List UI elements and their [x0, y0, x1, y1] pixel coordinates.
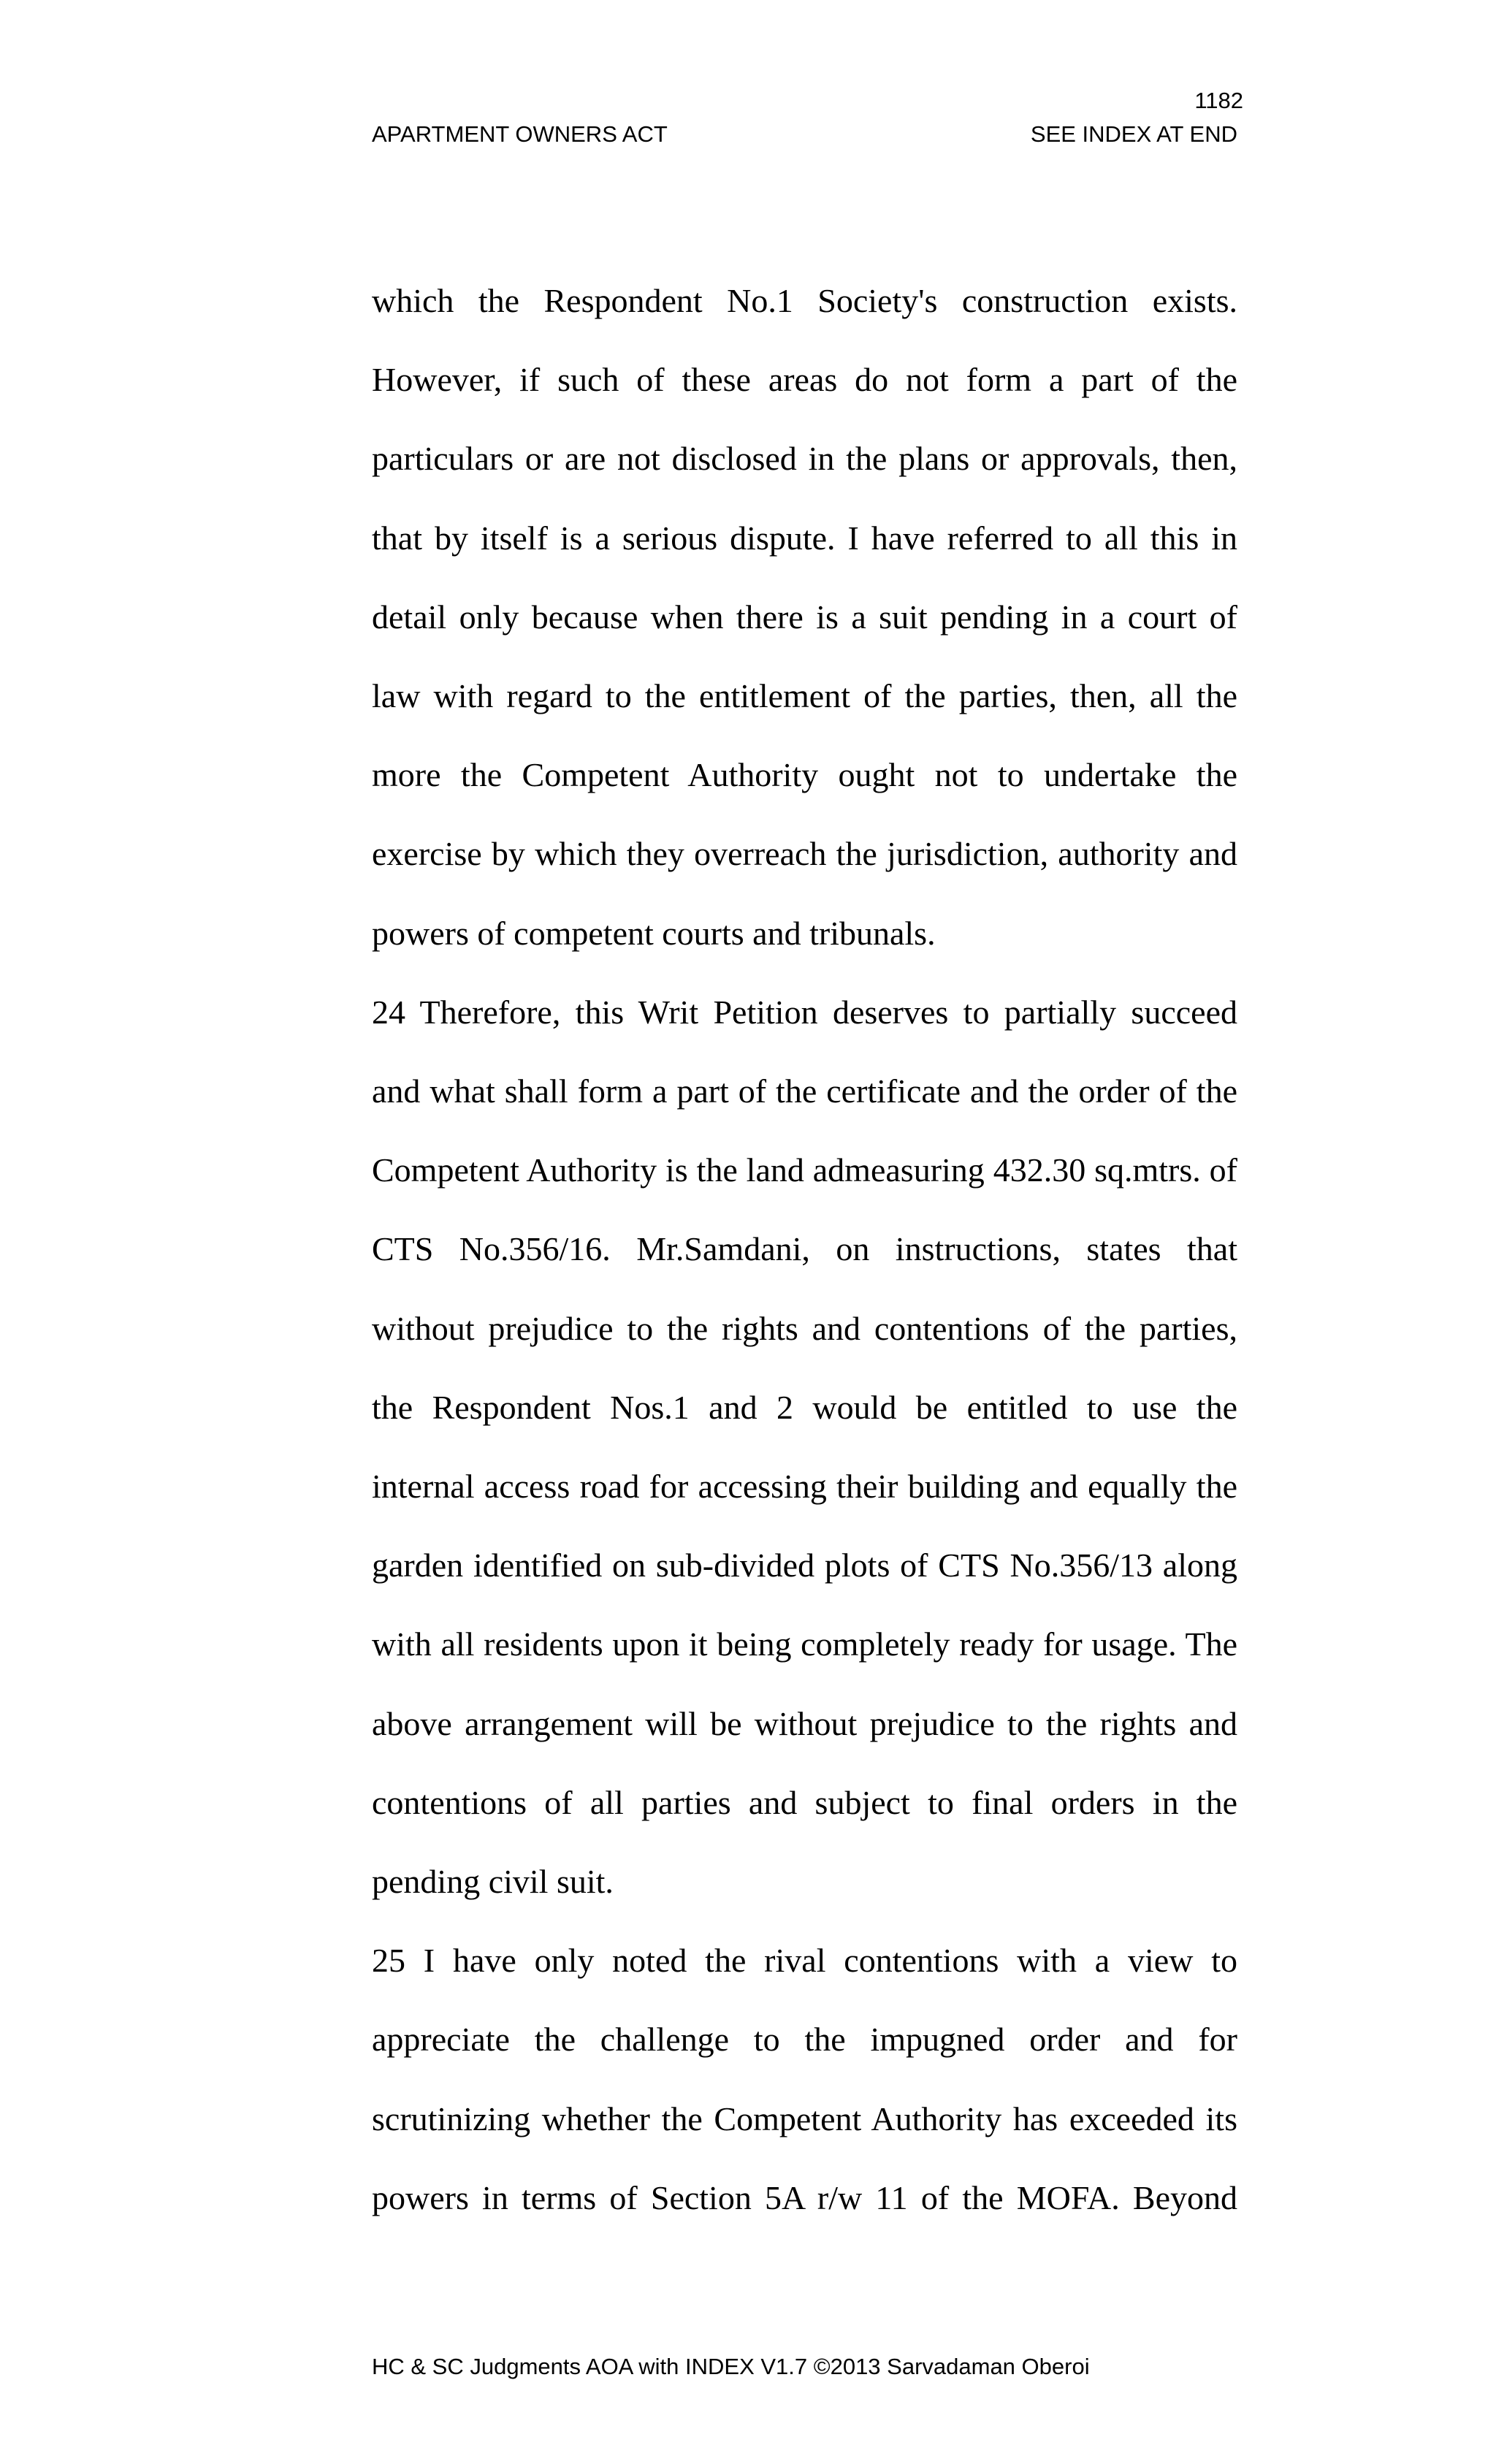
- paragraph-continuation: which the Respondent No.1 Society's construction exists. However, if such of these areas do not form a part of the particulars or are not disclosed in the plans or approvals, then, that by itself is a serious dispute. I have referred to all this in detail only because when there is a suit pending in a court of law with regard to the entitlement of the parties, then, all the more the Competent Authority ought not to undertake the exercise by which they overreach the jurisdiction, authority and powers of competent courts and tribunals.: [372, 282, 1237, 952]
- header-title: APARTMENT OWNERS ACT: [372, 121, 668, 147]
- page-number: 1182: [1194, 88, 1243, 113]
- header-index-note: SEE INDEX AT END: [1030, 121, 1237, 147]
- running-header: [372, 121, 1237, 148]
- paragraph-24: 24 Therefore, this Writ Petition deserves to partially succeed and what shall form a part of the certificate and the order of the Competent Authority is the land admeasuring 432.30 sq.mtrs. of CTS No.356/16. Mr.Samdani, on instructions, states that without prejudice to the rights and contentions of the parties, the Respondent Nos.1 and 2 would be entitled to use the internal access road for accessing their building and equally the garden identified on sub-divided plots of CTS No.356/13 along with all residents upon it being completely ready for usage. The above arrangement will be without prejudice to the rights and contentions of all parties and subject to final orders in the pending civil suit.: [372, 993, 1237, 1901]
- paragraph-25: 25 I have only noted the rival contentions with a view to appreciate the challenge to the impugned order and for scrutinizing whether the Competent Authority has exceeded its powers in terms of Section 5A r/w 11 of the MOFA. Beyond: [372, 1942, 1237, 2216]
- document-body: [372, 262, 1237, 2238]
- page-footer: HC & SC Judgments AOA with INDEX V1.7 ©2013 Sarvadaman Oberoi: [372, 2354, 1090, 2379]
